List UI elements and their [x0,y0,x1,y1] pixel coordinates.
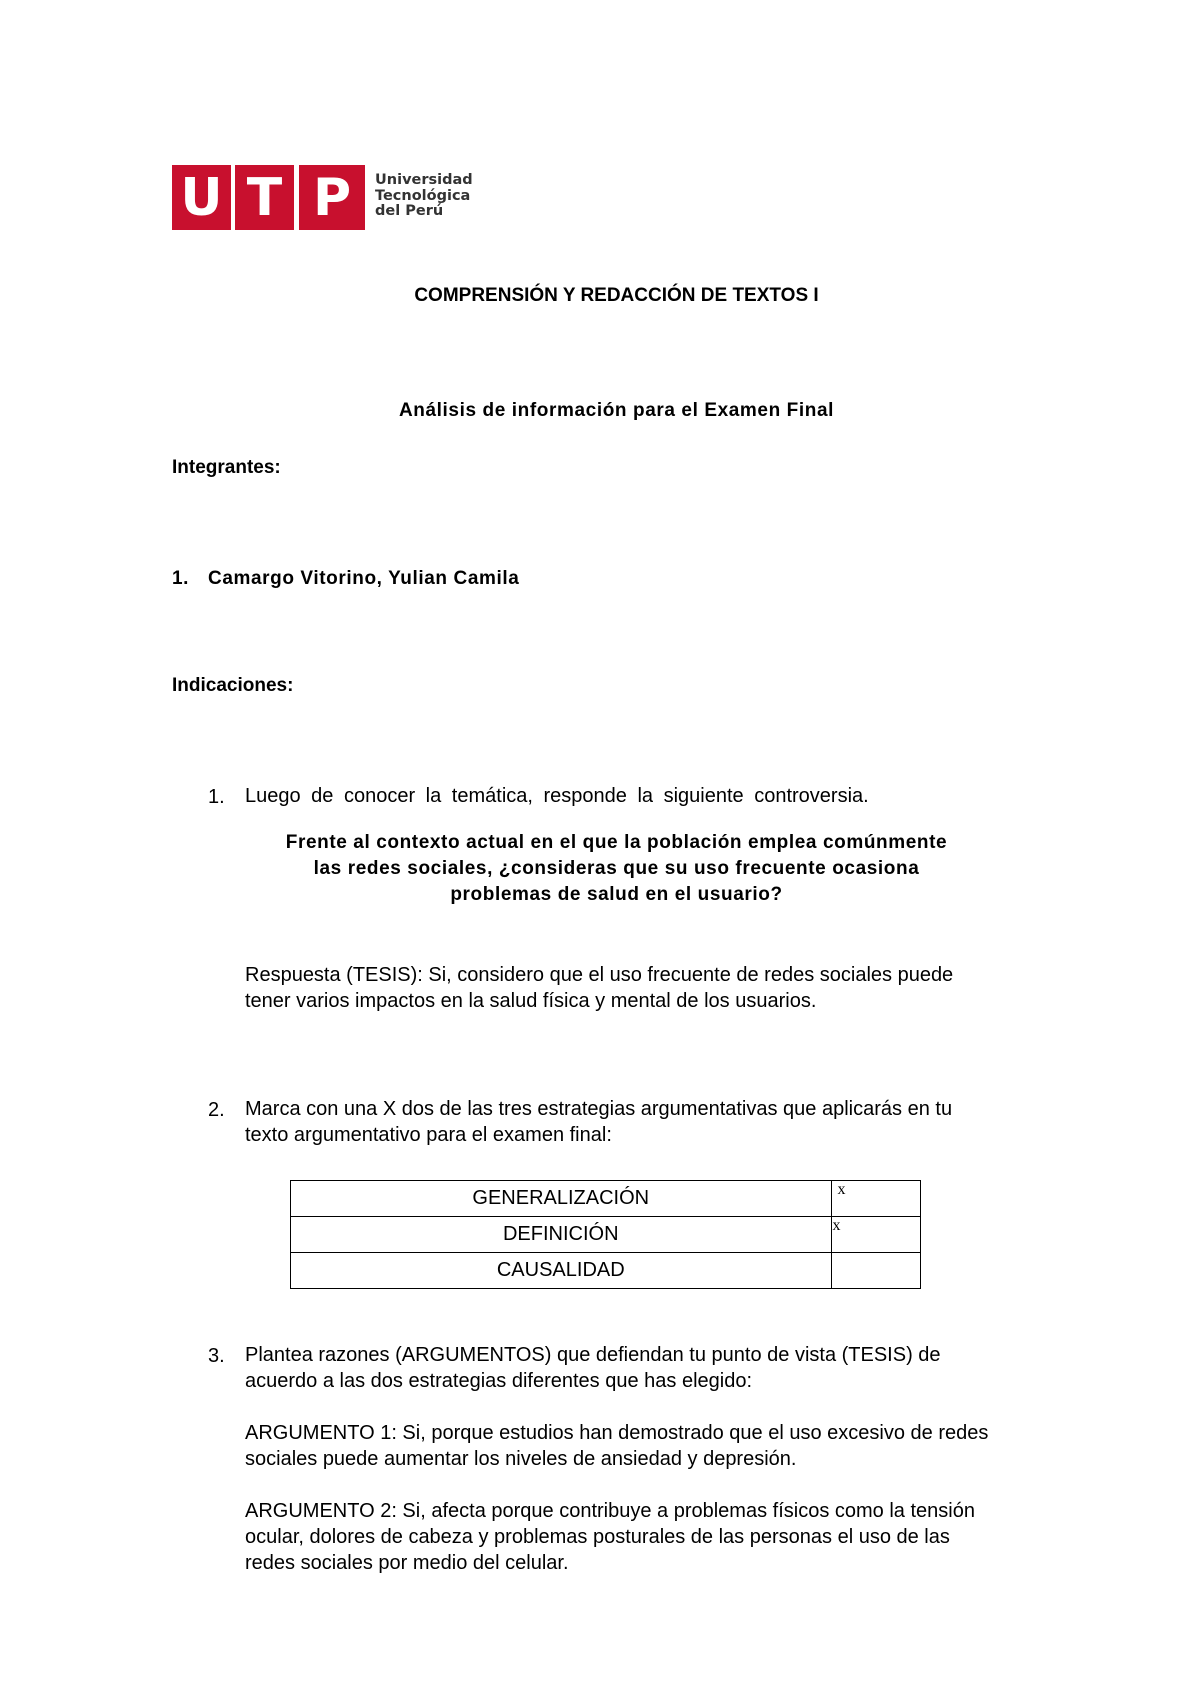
strategy-label: CAUSALIDAD [291,1253,832,1289]
indications-heading: Indicaciones: [172,675,294,696]
strategy-mark: x [831,1217,920,1253]
table-row [291,1181,921,1217]
question3-text-line-2: acuerdo a las dos estrategias diferentes que has elegido: [245,1370,753,1392]
question1-text: Luego de conocer la temática, responde la siguiente controversia. [245,785,869,807]
thesis-answer-line-2: tener varios impactos en la salud física y mental de los usuarios. [245,990,817,1012]
argument2-line-1: ARGUMENTO 2: Si, afecta porque contribuye a problemas físicos como la tensión [245,1500,975,1522]
logo-letter-t: T [235,165,294,230]
members-heading: Integrantes: [172,457,281,478]
strategies-table [290,1180,921,1289]
member-number: 1. [172,568,190,589]
controversy-line-2: las redes sociales, ¿consideras que su uso frecuente ocasiona [313,858,920,879]
controversy-line-1: Frente al contexto actual en el que la población emplea comúnmente [285,832,948,853]
argument2-line-3: redes sociales por medio del celular. [245,1552,569,1574]
question2-number: 2. [208,1099,225,1121]
strategy-mark [831,1253,920,1289]
member-name: Camargo Vitorino, Yulian Camila [208,568,520,589]
document-subtitle: Análisis de información para el Examen Final [398,400,835,421]
controversy-line-3: problemas de salud en el usuario? [450,884,783,905]
table-row [291,1253,921,1289]
question2-text-line-2: texto argumentativo para el examen final: [245,1124,612,1146]
strategy-label: DEFINICIÓN [291,1217,832,1253]
argument2-line-2: ocular, dolores de cabeza y problemas posturales de las personas el uso de las [245,1526,950,1548]
strategy-label: GENERALIZACIÓN [291,1181,832,1217]
logo-letter-p: P [299,165,365,230]
table-row [291,1217,921,1253]
logo-letter-u: U [172,165,231,230]
argument1-line-1: ARGUMENTO 1: Si, porque estudios han demostrado que el uso excesivo de redes [245,1422,989,1444]
thesis-answer-line-1: Respuesta (TESIS): Si, considero que el uso frecuente de redes sociales puede [245,964,954,986]
course-title: COMPRENSIÓN Y REDACCIÓN DE TEXTOS I [414,285,819,306]
question1-number: 1. [208,786,225,808]
question3-number: 3. [208,1345,225,1367]
logo-university-name: Universidad Tecnológica del Perú [375,172,473,219]
question2-text-line-1: Marca con una X dos de las tres estrategias argumentativas que aplicarás en tu [245,1098,953,1120]
question3-text-line-1: Plantea razones (ARGUMENTOS) que defiendan tu punto de vista (TESIS) de [245,1344,941,1366]
strategy-mark: x [831,1181,920,1217]
argument1-line-2: sociales puede aumentar los niveles de ansiedad y depresión. [245,1448,797,1470]
